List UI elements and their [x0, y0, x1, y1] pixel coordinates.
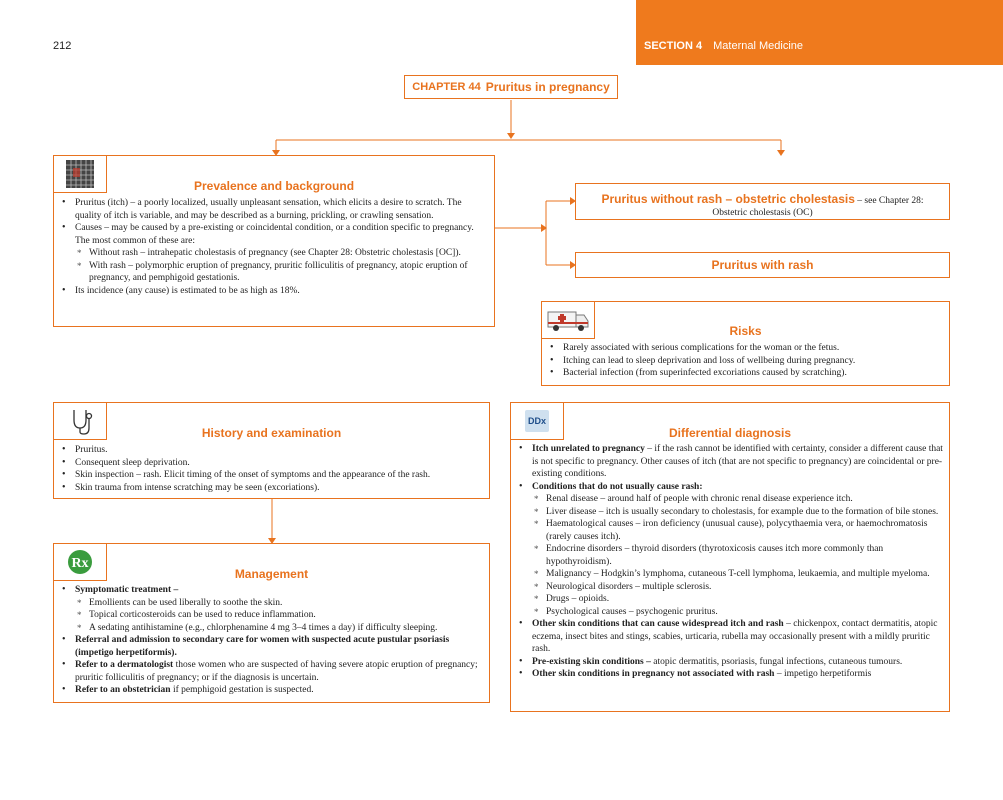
- list-item: [75, 634, 483, 659]
- list-item: • Pruritus (itch) – a poorly localized, usually unpleasant sensation, which elicits a desire to scratch. The quality of itch is variable, and may be described as a burning, prickling, or crawling sensation.: [75, 197, 486, 222]
- list-item: [75, 584, 483, 634]
- list-item: [75, 659, 483, 684]
- ddx-box: [510, 402, 950, 712]
- risks-title: Risks: [729, 324, 762, 338]
- ddx-icon-label: DDx: [527, 416, 546, 426]
- without-rash-title: Pruritus without rash – obstetric cholestasis: [601, 192, 855, 206]
- list-item-bold: Other skin conditions in pregnancy not associated with rash: [532, 669, 775, 679]
- list-item: • Skin inspection – rash. Elicit timing of the onset of symptoms and the appearance of the rash.: [75, 469, 489, 482]
- list-item: [75, 684, 483, 697]
- list-item-bold: Refer to a dermatologist: [75, 660, 174, 670]
- sub-item: * Without rash – intrahepatic cholestasis of pregnancy (see Chapter 28: Obstetric cholestasis [OC]).: [89, 247, 486, 260]
- chapter-label: CHAPTER 44: [412, 81, 481, 93]
- sub-item: * Topical corticosteroids can be used to reduce inflammation.: [89, 609, 483, 622]
- list-item-bold: Pre-existing skin conditions –: [532, 656, 651, 667]
- svg-text:Rx: Rx: [71, 556, 89, 571]
- section-label: SECTION 4: [644, 40, 703, 52]
- sub-item: * Psychological causes – psychogenic pruritus.: [546, 606, 943, 619]
- sub-item: * Endocrine disorders – thyroid disorders (thyrotoxicosis causes itch more commonly than hypothyroidism).: [546, 543, 943, 568]
- sub-item: * Neurological disorders – multiple sclerosis.: [546, 581, 943, 594]
- without-rash-box: [575, 183, 950, 220]
- sub-item: * Liver disease – itch is usually secondary to cholestasis, for example due to the formation of bile stones.: [546, 506, 943, 519]
- list-item-bold: Referral and admission to secondary care for women with suspected acute pustular psoriasis (impetigo herpetiformis).: [75, 635, 450, 658]
- management-box: [53, 543, 490, 703]
- list-item: • Bacterial infection (from superinfected excoriations caused by scratching).: [563, 367, 949, 380]
- sub-item: * Haematological causes – iron deficiency (unusual cause), polycythaemia vera, or haemochromatosis (rarely causes itch).: [546, 518, 943, 543]
- list-item: • Rarely associated with serious complications for the woman or the fetus.: [563, 342, 949, 355]
- list-item-text: those women who are suspected of having severe atopic eruption of pregnancy; pruritic folliculitis of pregnancy; or if the diagnosis is uncertain.: [75, 660, 478, 683]
- list-item-bold: Conditions that do not usually cause rash:: [532, 481, 703, 492]
- list-item: • Itching can lead to sleep deprivation and loss of wellbeing during pregnancy.: [563, 355, 949, 368]
- ddx-icon: [510, 402, 564, 440]
- list-item-bold: Itch unrelated to pregnancy: [532, 444, 645, 454]
- sub-item: * Malignancy – Hodgkin’s lymphoma, cutaneous T-cell lymphoma, leukaemia, and multiple myeloma.: [546, 568, 943, 581]
- list-item-text: atopic dermatitis, psoriasis, fungal infections, cutaneous tumours.: [650, 656, 903, 667]
- without-rash-note: – see Chapter 28:: [854, 196, 924, 206]
- ambulance-icon: [541, 301, 595, 339]
- sub-item: * Emollients can be used liberally to soothe the skin.: [89, 597, 483, 610]
- list-item-text: if pemphigoid gestation is suspected.: [170, 685, 314, 695]
- with-rash-title: Pruritus with rash: [711, 258, 814, 272]
- sub-item: * Renal disease – around half of people with chronic renal disease experience itch.: [546, 493, 943, 506]
- list-item: [75, 222, 486, 285]
- list-item: [532, 656, 943, 669]
- list-item: • Its incidence (any cause) is estimated to be as high as 18%.: [75, 285, 486, 298]
- list-item-text: – if the rash cannot be identified with certainty, consider a different cause that is not specific to pregnancy. Other causes of itch (that are not specific to pregnancy) are coincidental or pre-existing conditions.: [532, 444, 943, 479]
- list-item: [532, 481, 943, 619]
- list-item-bold: Refer to an obstetrician: [75, 685, 171, 695]
- list-item-text: – impetigo herpetiformis: [774, 669, 872, 679]
- list-item: [532, 443, 943, 481]
- prescription-rx-icon: [53, 543, 107, 581]
- list-item: • Pruritus.: [75, 444, 489, 457]
- history-title: History and examination: [201, 426, 342, 440]
- management-title: Management: [234, 567, 309, 581]
- list-item-text: – chickenpox, contact dermatitis, atopic eczema, insect bites and stings, scabies, urticaria, rubella may occasionally present with a mildly pruritic rash.: [532, 619, 938, 654]
- sub-item: * Drugs – opioids.: [546, 593, 943, 606]
- history-box: [53, 402, 490, 499]
- sub-item: * With rash – polymorphic eruption of pregnancy, pruritic folliculitis of pregnancy, atopic eruption of pregnancy, and pemphigoid gestationis.: [89, 260, 486, 285]
- stethoscope-icon: [53, 402, 107, 440]
- list-item-text: Causes – may be caused by a pre-existing or coincidental condition, or a condition specific to pregnancy. The most common of these are:: [75, 223, 474, 246]
- risks-box: [541, 301, 950, 386]
- with-rash-box: [575, 252, 950, 278]
- without-rash-note-2: Obstetric cholestasis (OC): [712, 208, 813, 218]
- section-title: Maternal Medicine: [713, 40, 804, 52]
- prevalence-box: [53, 155, 495, 327]
- list-item-bold: Symptomatic treatment –: [75, 585, 179, 595]
- list-item: • Skin trauma from intense scratching may be seen (excoriations).: [75, 482, 489, 495]
- statistics-grid-icon: [53, 155, 107, 193]
- prevalence-title: Prevalence and background: [193, 179, 355, 193]
- sub-item: * A sedating antihistamine (e.g., chlorphenamine 4 mg 3–4 times a day) if difficulty sleeping.: [89, 622, 483, 635]
- list-item: [532, 618, 943, 656]
- list-item-bold: Other skin conditions that can cause widespread itch and rash: [532, 619, 784, 629]
- page-number: 212: [53, 40, 72, 52]
- ddx-title: Differential diagnosis: [668, 426, 792, 440]
- list-item: • Consequent sleep deprivation.: [75, 457, 489, 470]
- list-item: [532, 668, 943, 681]
- chapter-title: Pruritus in pregnancy: [485, 80, 610, 94]
